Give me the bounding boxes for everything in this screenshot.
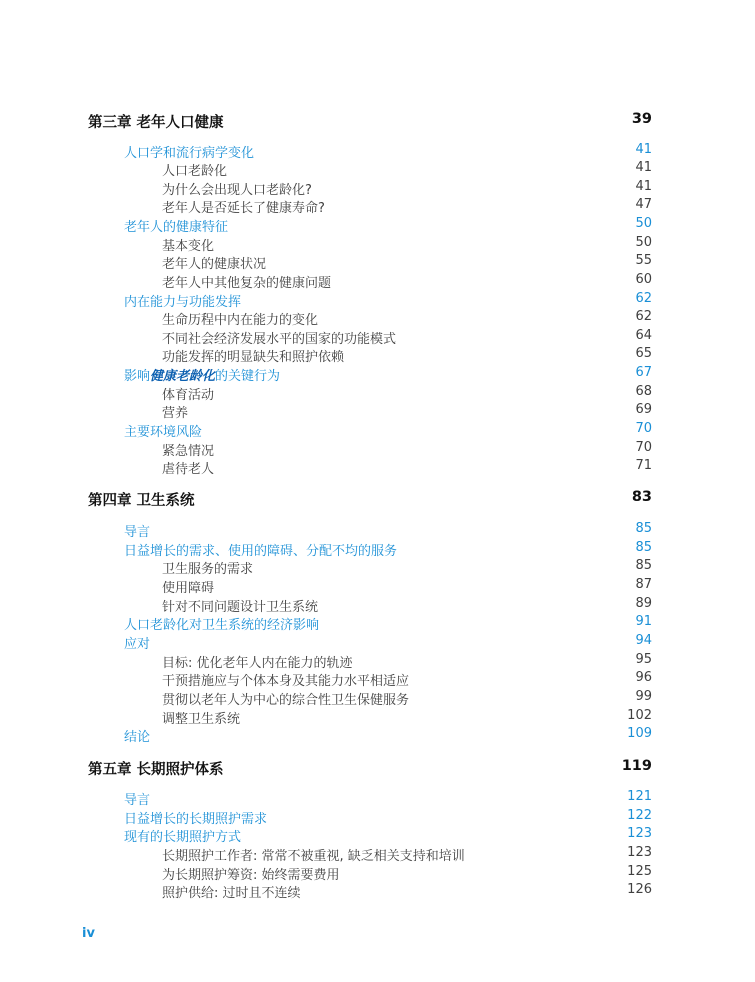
entry-page: 89 [635, 596, 652, 611]
entry-title: 人口老龄化对卫生系统的经济影响 [124, 618, 320, 633]
toc-entry[interactable] [0, 421, 652, 439]
toc-subentry[interactable] [0, 845, 652, 863]
toc-entry[interactable] [0, 826, 652, 844]
toc-subentry[interactable] [0, 689, 652, 707]
entry-title: 应对 [124, 637, 151, 652]
entry-page: 62 [635, 309, 652, 324]
entry-title: 体育活动 [162, 388, 215, 403]
entry-page: 85 [635, 521, 652, 536]
entry-page: 41 [635, 142, 652, 157]
entry-title: 日益增长的需求、使用的障碍、分配不均的服务 [124, 544, 398, 559]
toc-chapter-4[interactable] [88, 489, 652, 511]
entry-title: 老年人的健康状况 [162, 257, 267, 272]
toc-subentry[interactable] [0, 197, 652, 215]
entry-title-prefix: 影响 [124, 369, 151, 384]
entry-page: 121 [627, 789, 652, 804]
entry-page: 55 [635, 253, 652, 268]
entry-title: 使用障碍 [162, 581, 215, 596]
entry-page: 62 [635, 291, 652, 306]
entry-page: 64 [635, 328, 652, 343]
toc-entry[interactable] [0, 521, 652, 539]
toc-chapter-5[interactable] [88, 758, 652, 780]
page-number: iv [82, 926, 95, 941]
entry-page: 109 [627, 726, 652, 741]
entry-page: 69 [635, 402, 652, 417]
entry-page: 85 [635, 558, 652, 573]
toc-subentry[interactable] [0, 235, 652, 253]
toc-subentry[interactable] [0, 558, 652, 576]
entry-title: 不同社会经济发展水平的国家的功能模式 [162, 332, 397, 347]
toc-subentry[interactable] [0, 328, 652, 346]
entry-page: 41 [635, 179, 652, 194]
entry-title: 为什么会出现人口老龄化? [162, 183, 312, 198]
entry-title: 干预措施应与个体本身及其能力水平相适应 [162, 674, 410, 689]
chapter-page: 83 [631, 489, 652, 505]
entry-page: 123 [627, 845, 652, 860]
entry-title: 结论 [124, 730, 151, 745]
entry-page: 50 [635, 235, 652, 250]
toc-subentry[interactable] [0, 160, 652, 178]
entry-title: 目标: 优化老年人内在能力的轨迹 [162, 656, 353, 671]
entry-title: 针对不同问题设计卫生系统 [162, 600, 319, 615]
entry-page: 87 [635, 577, 652, 592]
entry-title: 主要环境风险 [124, 425, 203, 440]
entry-title: 功能发挥的明显缺失和照护依赖 [162, 350, 345, 365]
chapter-page: 119 [621, 758, 652, 774]
entry-page: 91 [635, 614, 652, 629]
entry-page: 99 [635, 689, 652, 704]
toc-subentry[interactable] [0, 346, 652, 364]
entry-page: 123 [627, 826, 652, 841]
entry-title: 调整卫生系统 [162, 712, 241, 727]
entry-title: 导言 [124, 525, 151, 540]
toc-subentry[interactable] [0, 402, 652, 420]
toc-entry[interactable] [0, 142, 652, 160]
toc-entry[interactable] [0, 789, 652, 807]
entry-title [124, 365, 280, 384]
chapter-title: 第五章 长期照护体系 [88, 762, 224, 778]
toc-subentry[interactable] [0, 272, 652, 290]
toc-entry[interactable] [0, 808, 652, 826]
chapter-title: 第四章 卫生系统 [88, 493, 195, 509]
toc-entry[interactable] [0, 216, 652, 234]
entry-page: 94 [635, 633, 652, 648]
entry-title: 内在能力与功能发挥 [124, 295, 242, 310]
entry-title: 现有的长期照护方式 [124, 830, 242, 845]
toc-subentry[interactable] [0, 670, 652, 688]
toc-entry[interactable] [0, 633, 652, 651]
toc-subentry[interactable] [0, 440, 652, 458]
toc-subentry[interactable] [0, 458, 652, 476]
entry-title: 导言 [124, 793, 151, 808]
entry-title: 老年人中其他复杂的健康问题 [162, 276, 332, 291]
entry-title: 紧急情况 [162, 444, 215, 459]
chapter-page: 39 [631, 111, 652, 127]
entry-title: 日益增长的长期照护需求 [124, 812, 268, 827]
entry-page: 70 [635, 421, 652, 436]
entry-page: 68 [635, 384, 652, 399]
toc-subentry[interactable] [0, 652, 652, 670]
entry-title: 照护供给: 过时且不连续 [162, 886, 301, 901]
entry-title: 为长期照护筹资: 始终需要费用 [162, 868, 340, 883]
entry-title-suffix: 的关键行为 [215, 369, 281, 384]
entry-page: 50 [635, 216, 652, 231]
toc-subentry[interactable] [0, 309, 652, 327]
entry-title: 基本变化 [162, 239, 215, 254]
toc-subentry[interactable] [0, 253, 652, 271]
entry-title: 长期照护工作者: 常常不被重视, 缺乏相关支持和培训 [162, 849, 465, 864]
entry-title-emphasis: 健康老龄化 [150, 369, 216, 384]
entry-title: 人口学和流行病学变化 [124, 146, 255, 161]
entry-title: 贯彻以老年人为中心的综合性卫生保健服务 [162, 693, 410, 708]
entry-page: 126 [627, 882, 652, 897]
entry-page: 47 [635, 197, 652, 212]
toc-subentry[interactable] [0, 882, 652, 900]
entry-page: 125 [627, 864, 652, 879]
entry-title: 卫生服务的需求 [162, 562, 254, 577]
entry-title: 营养 [162, 406, 189, 421]
entry-title: 人口老龄化 [162, 164, 228, 179]
toc-subentry[interactable] [0, 864, 652, 882]
toc-entry[interactable] [0, 726, 652, 744]
toc-entry[interactable] [0, 540, 652, 558]
toc-entry[interactable] [0, 291, 652, 309]
entry-page: 122 [627, 808, 652, 823]
entry-title: 老年人的健康特征 [124, 220, 229, 235]
toc-subentry[interactable] [0, 577, 652, 595]
toc-subentry[interactable] [0, 179, 652, 197]
entry-title: 虐待老人 [162, 462, 215, 477]
entry-page: 65 [635, 346, 652, 361]
entry-page: 102 [627, 708, 652, 723]
toc-entry[interactable] [0, 614, 652, 632]
entry-page: 85 [635, 540, 652, 555]
entry-page: 96 [635, 670, 652, 685]
entry-page: 70 [635, 440, 652, 455]
toc-subentry[interactable] [0, 708, 652, 726]
entry-page: 71 [635, 458, 652, 473]
toc-entry[interactable] [0, 365, 652, 383]
toc-subentry[interactable] [0, 596, 652, 614]
entry-page: 67 [635, 365, 652, 380]
entry-title: 老年人是否延长了健康寿命? [162, 201, 325, 216]
entry-page: 60 [635, 272, 652, 287]
entry-page: 95 [635, 652, 652, 667]
toc-chapter-3[interactable] [88, 111, 652, 133]
entry-title: 生命历程中内在能力的变化 [162, 313, 319, 328]
entry-page: 41 [635, 160, 652, 175]
toc-subentry[interactable] [0, 384, 652, 402]
chapter-title: 第三章 老年人口健康 [88, 115, 224, 131]
